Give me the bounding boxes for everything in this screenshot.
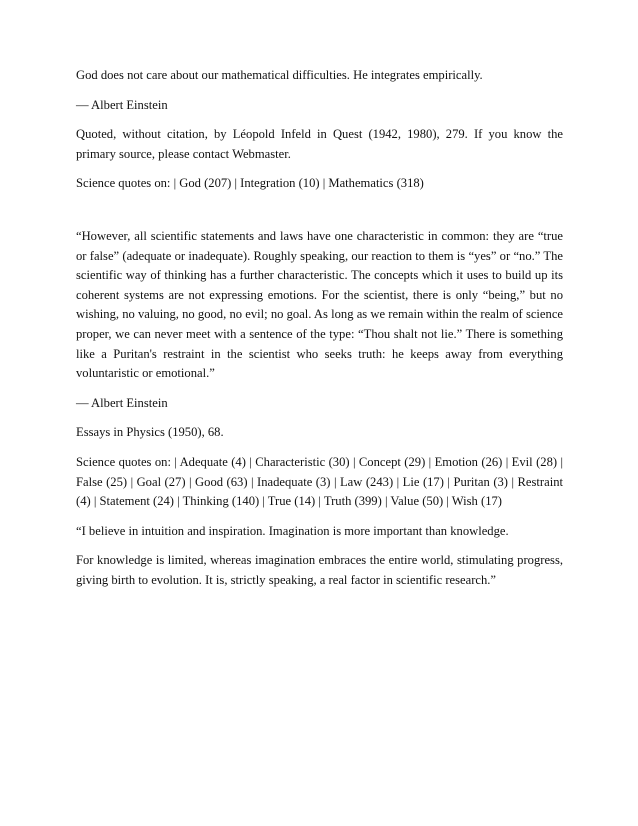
document-page [76,66,563,600]
quote-2-text: “However, all scientific statements and laws have one characteristic in common: they are “true or false” (adequate or inadequate). Roughly speaking, our reaction to them is “yes” or “no.” The scientific way of thinking has a further characteristic. The concepts which it uses to build up its coherent systems are not expressing emotions. For the scientist, there is only “being,” but no wishing, no valuing, no good, no evil; no goal. As long as we remain within the realm of science proper, we can never meet with a sentence of the type: “Thou shalt not lie.” There is something like a Puritan's restraint in the scientist who seeks truth: he keeps away from everything voluntaristic or emotional.” [76,228,563,381]
quote-2-topics[interactable]: Science quotes on: | Adequate (4) | Characteristic (30) | Concept (29) | Emotion (26) | Evil (28) | False (25) | Goal (27) | Good (63) | Inadequate (3) | Law (243) | Lie (17) | Puritan (3) | Restraint (4) | Statement (24) | Thinking (140) | True (14) | Truth (399) | Value (50) | Wish (17) [76,454,563,509]
quote-1-source: Quoted, without citation, by Léopold Infeld in Quest (1942, 1980), 279. If you know the primary source, please contact Webmaster. [76,127,563,161]
quote-3-line-1: “I believe in intuition and inspiration. Imagination is more important than knowledge. [76,523,509,538]
quote-1-topics[interactable]: Science quotes on: | God (207) | Integration (10) | Mathematics (318) [76,176,424,191]
quote-2-author: — Albert Einstein [76,395,168,410]
section-spacer [76,204,563,227]
quote-3-line-2: For knowledge is limited, whereas imagination embraces the entire world, stimulating progress, giving birth to evolution. It is, strictly speaking, a real factor in scientific research.” [76,553,563,587]
quote-1-text: God does not care about our mathematical difficulties. He integrates empirically. [76,68,483,82]
quote-2-source: Essays in Physics (1950), 68. [76,425,224,440]
quote-1-author: — Albert Einstein [76,97,168,112]
